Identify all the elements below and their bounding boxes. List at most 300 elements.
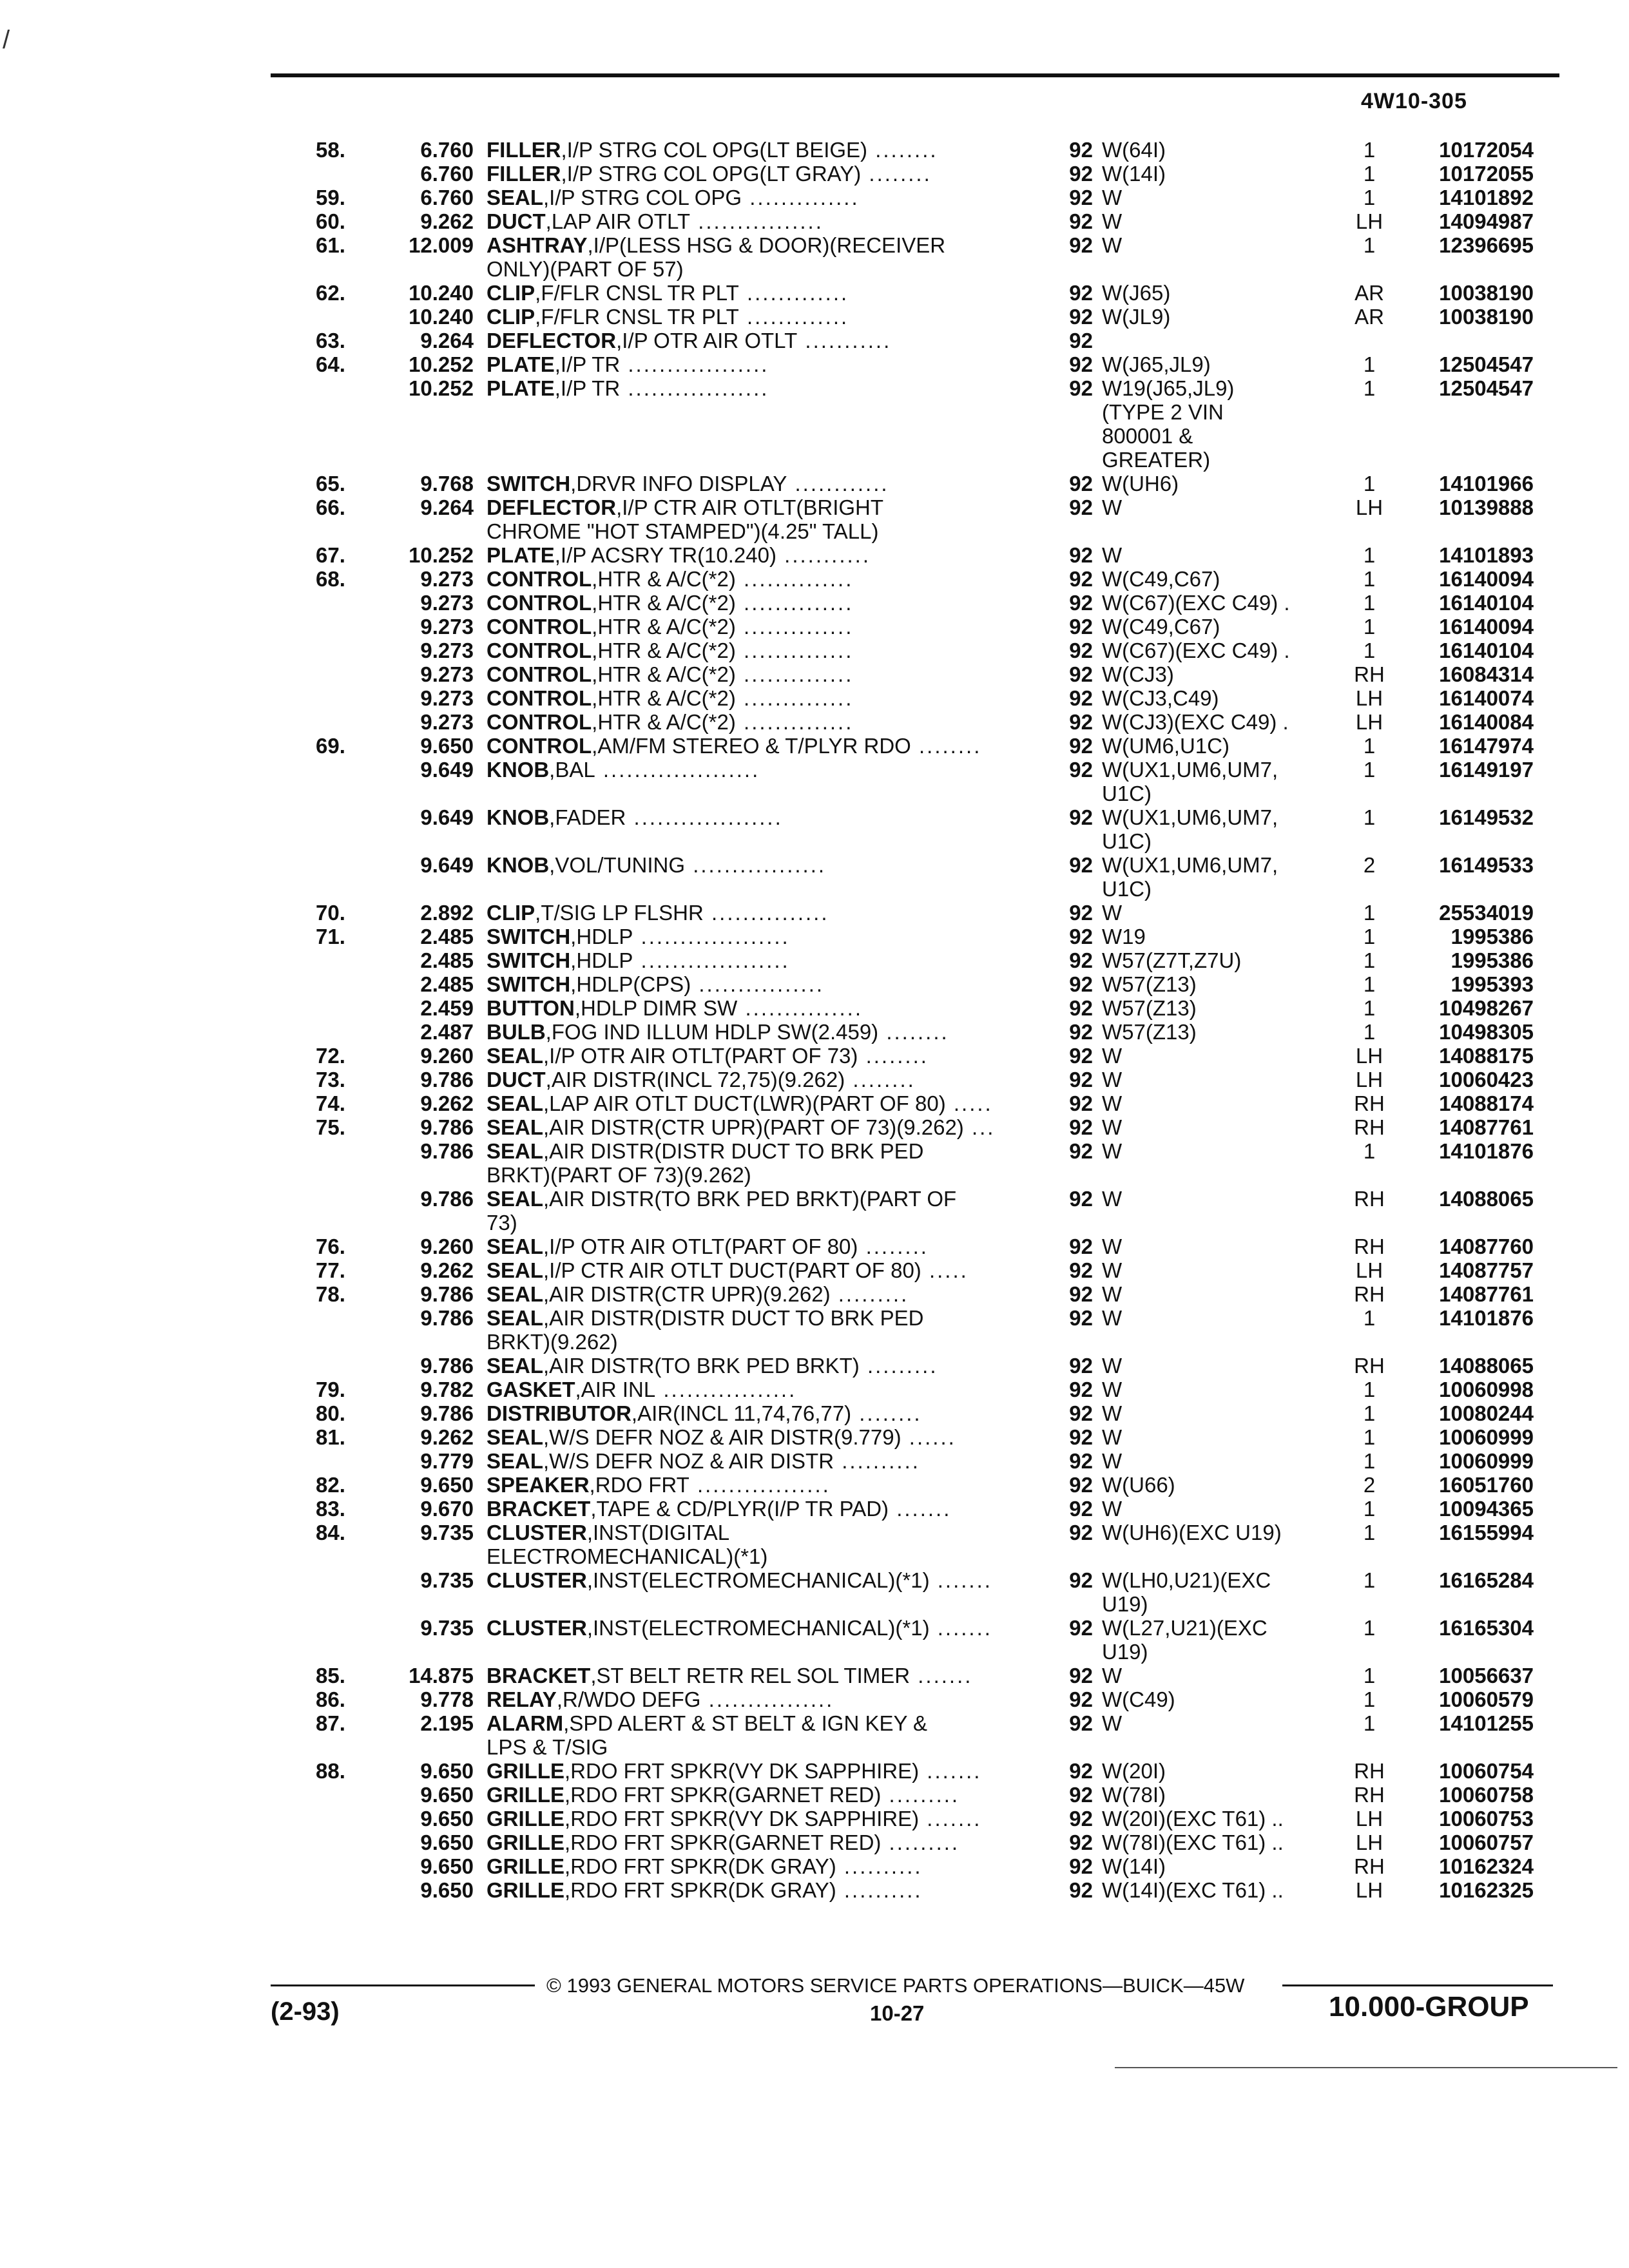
item-number: 84.: [316, 1521, 345, 1544]
part-name: SEAL: [487, 1354, 544, 1378]
part-name: BRACKET: [487, 1664, 591, 1687]
part-name: BRACKET: [487, 1497, 591, 1521]
parts-row: [271, 1091, 1534, 1115]
part-name: GRILLE: [487, 1783, 564, 1807]
part-number: 16155994: [1439, 1521, 1534, 1544]
page-id: 4W10-305: [1361, 89, 1467, 113]
model-year: 92: [1069, 1687, 1093, 1711]
quantity: 1: [1363, 948, 1376, 972]
part-name: DUCT: [487, 1068, 546, 1091]
leader-dots: ..............: [735, 591, 854, 615]
parts-list: [271, 138, 1534, 1902]
part-number: 10060999: [1439, 1449, 1534, 1473]
leader-dots: ................: [691, 972, 825, 996]
part-number: 1995386: [1451, 925, 1534, 948]
part-detail: ,HTR & A/C(*2): [592, 710, 736, 734]
item-number: 80.: [316, 1401, 345, 1425]
quantity: RH: [1354, 662, 1385, 686]
model-year: 92: [1069, 901, 1093, 925]
part-detail: ,AIR DISTR(TO BRK PED BRKT): [543, 1354, 860, 1378]
part-detail: ,F/FLR CNSL TR PLT: [535, 281, 739, 305]
part-description: [487, 472, 1041, 495]
model-year: 92: [1069, 352, 1093, 376]
part-description: [487, 1807, 1041, 1831]
part-detail: ,AIR(INCL 11,74,76,77): [631, 1401, 852, 1425]
item-number: 66.: [316, 495, 345, 519]
part-name: FILLER: [487, 138, 561, 162]
quantity: LH: [1355, 1044, 1383, 1068]
quantity: 1: [1363, 1401, 1376, 1425]
part-name: SEAL: [487, 1258, 544, 1282]
quantity: RH: [1354, 1282, 1385, 1306]
parts-row: [271, 591, 1534, 615]
application: W57(Z13): [1102, 1020, 1197, 1044]
application: W: [1102, 1378, 1123, 1401]
part-name: CONTROL: [487, 686, 592, 710]
application: W: [1102, 1115, 1123, 1139]
parts-row: [271, 1139, 1534, 1187]
part-description: [487, 329, 1041, 352]
part-number: 10060757: [1439, 1831, 1534, 1854]
part-detail: ,T/SIG LP FLSHR: [535, 901, 704, 925]
model-year: 92: [1069, 138, 1093, 162]
leader-dots: ..................: [620, 376, 769, 400]
item-number: 74.: [316, 1091, 345, 1115]
part-detail: ,INST(DIGITAL ELECTROMECHANICAL)(*1): [487, 1521, 768, 1568]
part-detail: ,HDLP: [570, 925, 633, 948]
model-year: 92: [1069, 1282, 1093, 1306]
group-number: 9.786: [420, 1139, 474, 1163]
model-year: 92: [1069, 543, 1093, 567]
quantity: 1: [1363, 901, 1376, 925]
quantity: LH: [1355, 686, 1383, 710]
part-number: 10162324: [1439, 1854, 1534, 1878]
item-number: 68.: [316, 567, 345, 591]
application: W57(Z7T,Z7U): [1102, 948, 1242, 972]
model-year: 92: [1069, 972, 1093, 996]
parts-row: [271, 543, 1534, 567]
part-name: SWITCH: [487, 472, 571, 495]
group-number: 9.786: [420, 1401, 474, 1425]
parts-row: [271, 853, 1534, 901]
leader-dots: ...........: [776, 543, 871, 567]
group-number: 9.264: [420, 495, 474, 519]
part-name: KNOB: [487, 805, 550, 829]
model-year: 92: [1069, 1711, 1093, 1735]
part-number: 14094987: [1439, 209, 1534, 233]
part-description: [487, 615, 1041, 639]
leader-dots: ....................: [595, 758, 760, 782]
parts-row: [271, 901, 1534, 925]
parts-row: [271, 567, 1534, 591]
model-year: 92: [1069, 639, 1093, 662]
part-name: RELAY: [487, 1687, 557, 1711]
parts-row: [271, 1425, 1534, 1449]
part-description: [487, 1235, 1041, 1258]
leader-dots: .........: [859, 1354, 938, 1378]
quantity: LH: [1355, 1878, 1383, 1902]
part-description: [487, 1783, 1041, 1807]
part-description: [487, 758, 1041, 782]
stray-mark: /: [3, 26, 10, 54]
group-number: 6.760: [420, 162, 474, 186]
item-number: 70.: [316, 901, 345, 925]
part-name: SEAL: [487, 1115, 544, 1139]
quantity: 1: [1363, 1521, 1376, 1544]
quantity: 1: [1363, 138, 1376, 162]
item-number: 72.: [316, 1044, 345, 1068]
group-number: 9.735: [420, 1616, 474, 1640]
model-year: 92: [1069, 1187, 1093, 1211]
leader-dots: ........: [878, 1020, 949, 1044]
application: W: [1102, 1091, 1123, 1115]
parts-row: [271, 1187, 1534, 1235]
group-number: 9.735: [420, 1568, 474, 1592]
application: W: [1102, 1258, 1123, 1282]
leader-dots: ........: [861, 162, 932, 186]
group-number: 9.778: [420, 1687, 474, 1711]
part-description: [487, 972, 1041, 996]
group-number: 2.485: [420, 972, 474, 996]
part-number: 14101876: [1439, 1139, 1534, 1163]
part-description: [487, 1401, 1041, 1425]
part-name: PLATE: [487, 543, 555, 567]
application: W(C49): [1102, 1687, 1175, 1711]
part-name: SEAL: [487, 1187, 544, 1211]
item-number: 83.: [316, 1497, 345, 1521]
part-number: 12396695: [1439, 233, 1534, 257]
quantity: 1: [1363, 734, 1376, 758]
application: W: [1102, 1711, 1123, 1735]
part-detail: ,I/P OTR AIR OTLT(PART OF 73): [543, 1044, 858, 1068]
application: W: [1102, 543, 1123, 567]
part-description: [487, 1854, 1041, 1878]
part-name: KNOB: [487, 853, 550, 877]
part-description: [487, 662, 1041, 686]
part-description: [487, 1378, 1041, 1401]
group-number: 9.262: [420, 1091, 474, 1115]
model-year: 92: [1069, 1378, 1093, 1401]
part-name: SEAL: [487, 1044, 544, 1068]
part-number: 1995386: [1451, 948, 1534, 972]
part-detail: ,LAP AIR OTLT: [545, 209, 691, 233]
item-number: 73.: [316, 1068, 345, 1091]
part-detail: ,DRVR INFO DISPLAY: [570, 472, 787, 495]
leader-dots: ..............: [735, 710, 854, 734]
application: W(14I): [1102, 162, 1166, 186]
quantity: 1: [1363, 639, 1376, 662]
item-number: 58.: [316, 138, 345, 162]
group-number: 10.240: [409, 305, 474, 329]
group-number: 9.264: [420, 329, 474, 352]
part-name: KNOB: [487, 758, 550, 782]
quantity: 1: [1363, 472, 1376, 495]
part-description: [487, 1664, 1041, 1687]
group-number: 10.252: [409, 352, 474, 376]
model-year: 92: [1069, 1807, 1093, 1831]
leader-dots: ...............: [703, 901, 829, 925]
parts-row: [271, 758, 1534, 805]
part-name: CONTROL: [487, 662, 592, 686]
quantity: 1: [1363, 591, 1376, 615]
group-number: 9.650: [420, 1807, 474, 1831]
application: W(78I): [1102, 1783, 1166, 1807]
part-description: [487, 1521, 1041, 1568]
part-description: [487, 1759, 1041, 1783]
quantity: 1: [1363, 1449, 1376, 1473]
quantity: 2: [1363, 1473, 1376, 1497]
part-description: [487, 1187, 1041, 1235]
application: W: [1102, 1449, 1123, 1473]
leader-dots: ................: [690, 209, 824, 233]
parts-row: [271, 472, 1534, 495]
application: W(20I): [1102, 1759, 1166, 1783]
group-number: 9.262: [420, 1425, 474, 1449]
group-number: 9.273: [420, 686, 474, 710]
part-number: 14087761: [1439, 1115, 1534, 1139]
leader-dots: ............: [787, 472, 889, 495]
group-number: 6.760: [420, 186, 474, 209]
part-name: BUTTON: [487, 996, 575, 1020]
quantity: LH: [1355, 1068, 1383, 1091]
model-year: 92: [1069, 1568, 1093, 1592]
footer-rule-bottom: [1115, 2067, 1617, 2068]
quantity: RH: [1354, 1759, 1385, 1783]
item-number: 76.: [316, 1235, 345, 1258]
part-name: FILLER: [487, 162, 561, 186]
leader-dots: ...................: [633, 925, 790, 948]
application: W: [1102, 209, 1123, 233]
parts-row: [271, 996, 1534, 1020]
part-name: DEFLECTOR: [487, 329, 617, 352]
part-description: [487, 186, 1041, 209]
part-number: 10038190: [1439, 281, 1534, 305]
leader-dots: .......: [919, 1807, 982, 1831]
part-number: 14101876: [1439, 1306, 1534, 1330]
part-number: 16140094: [1439, 615, 1534, 639]
part-description: [487, 901, 1041, 925]
part-description: [487, 1115, 1041, 1139]
part-name: GRILLE: [487, 1831, 564, 1854]
part-name: BULB: [487, 1020, 546, 1044]
parts-row: [271, 1521, 1534, 1568]
part-number: 16084314: [1439, 662, 1534, 686]
part-description: [487, 686, 1041, 710]
part-detail: ,AIR DISTR(CTR UPR)(9.262): [543, 1282, 831, 1306]
parts-row: [271, 376, 1534, 472]
application: W: [1102, 1187, 1123, 1211]
leader-dots: .........: [830, 1282, 909, 1306]
leader-dots: ..............: [735, 567, 854, 591]
model-year: 92: [1069, 948, 1093, 972]
parts-row: [271, 1783, 1534, 1807]
part-detail: ,LAP AIR OTLT DUCT(LWR)(PART OF 80): [543, 1091, 946, 1115]
model-year: 92: [1069, 1425, 1093, 1449]
part-number: 14101255: [1439, 1711, 1534, 1735]
leader-dots: ........: [851, 1401, 922, 1425]
part-description: [487, 1139, 1041, 1187]
part-name: ASHTRAY: [487, 233, 588, 257]
part-name: CLIP: [487, 305, 535, 329]
quantity: 1: [1363, 1139, 1376, 1163]
model-year: 92: [1069, 567, 1093, 591]
model-year: 92: [1069, 1497, 1093, 1521]
part-description: [487, 1044, 1041, 1068]
leader-dots: ..............: [735, 686, 854, 710]
model-year: 92: [1069, 305, 1093, 329]
part-number: 16165304: [1439, 1616, 1534, 1640]
part-detail: ,RDO FRT SPKR(DK GRAY): [564, 1854, 836, 1878]
part-detail: ,I/P ACSRY TR(10.240): [554, 543, 776, 567]
application: W(UH6): [1102, 472, 1179, 495]
part-detail: ,FOG IND ILLUM HDLP SW(2.459): [545, 1020, 879, 1044]
item-number: 85.: [316, 1664, 345, 1687]
part-name: CONTROL: [487, 567, 592, 591]
parts-row: [271, 495, 1534, 543]
part-description: [487, 1068, 1041, 1091]
part-detail: ,FADER: [549, 805, 626, 829]
leader-dots: .......: [919, 1759, 982, 1783]
group-number: 9.649: [420, 853, 474, 877]
application: W(L27,U21)(EXC U19): [1102, 1616, 1268, 1664]
quantity: 1: [1363, 1306, 1376, 1330]
leader-dots: ..................: [620, 352, 769, 376]
part-detail: ,RDO FRT SPKR(GARNET RED): [564, 1831, 882, 1854]
part-name: GRILLE: [487, 1807, 564, 1831]
application: W: [1102, 1425, 1123, 1449]
leader-dots: .............: [738, 305, 849, 329]
quantity: 1: [1363, 1568, 1376, 1592]
part-number: 10498267: [1439, 996, 1534, 1020]
group-number: 9.786: [420, 1306, 474, 1330]
group-number: 9.262: [420, 209, 474, 233]
application: W(UX1,UM6,UM7, U1C): [1102, 758, 1278, 805]
model-year: 92: [1069, 233, 1093, 257]
part-detail: ,AIR INL: [575, 1378, 656, 1401]
item-number: 69.: [316, 734, 345, 758]
model-year: 92: [1069, 1354, 1093, 1378]
parts-row: [271, 1807, 1534, 1831]
model-year: 92: [1069, 710, 1093, 734]
quantity: 1: [1363, 925, 1376, 948]
group-number: 9.260: [420, 1235, 474, 1258]
part-number: 10162325: [1439, 1878, 1534, 1902]
part-detail: ,I/P OTR AIR OTLT(PART OF 80): [543, 1235, 858, 1258]
application: W(14I): [1102, 1854, 1166, 1878]
part-detail: ,INST(ELECTROMECHANICAL)(*1): [586, 1616, 930, 1640]
parts-row: [271, 1878, 1534, 1902]
part-detail: ,I/P TR: [554, 352, 621, 376]
quantity: 1: [1363, 1687, 1376, 1711]
part-number: 14101966: [1439, 472, 1534, 495]
parts-row: [271, 1306, 1534, 1354]
part-detail: ,RDO FRT SPKR(DK GRAY): [564, 1878, 836, 1902]
part-number: 16051760: [1439, 1473, 1534, 1497]
part-name: CLIP: [487, 901, 535, 925]
application: W: [1102, 1068, 1123, 1091]
leader-dots: ................: [700, 1687, 834, 1711]
part-number: 16149197: [1439, 758, 1534, 782]
part-name: SEAL: [487, 1139, 544, 1163]
part-description: [487, 305, 1041, 329]
part-description: [487, 1831, 1041, 1854]
quantity: 1: [1363, 972, 1376, 996]
parts-row: [271, 305, 1534, 329]
application: W(78I)(EXC T61) ..: [1102, 1831, 1284, 1854]
quantity: 1: [1363, 186, 1376, 209]
quantity: 1: [1363, 1616, 1376, 1640]
group-number: 9.650: [420, 1878, 474, 1902]
application: W(64I): [1102, 138, 1166, 162]
model-year: 92: [1069, 376, 1093, 400]
leader-dots: .................: [689, 1473, 831, 1497]
part-name: DISTRIBUTOR: [487, 1401, 631, 1425]
quantity: 2: [1363, 853, 1376, 877]
part-name: DUCT: [487, 209, 546, 233]
parts-row: [271, 1568, 1534, 1616]
quantity: RH: [1354, 1187, 1385, 1211]
quantity: 1: [1363, 1664, 1376, 1687]
parts-row: [271, 1711, 1534, 1759]
leader-dots: .....: [921, 1258, 969, 1282]
model-year: 92: [1069, 1401, 1093, 1425]
model-year: 92: [1069, 1068, 1093, 1091]
part-detail: ,HDLP DIMR SW: [574, 996, 738, 1020]
model-year: 92: [1069, 1759, 1093, 1783]
part-name: GRILLE: [487, 1759, 564, 1783]
quantity: 1: [1363, 996, 1376, 1020]
part-name: GASKET: [487, 1378, 575, 1401]
footer-rule-right: [1282, 1984, 1553, 1986]
parts-row: [271, 209, 1534, 233]
application: W57(Z13): [1102, 972, 1197, 996]
model-year: 92: [1069, 925, 1093, 948]
part-number: 16140104: [1439, 639, 1534, 662]
part-name: CONTROL: [487, 710, 592, 734]
leader-dots: ...............: [737, 996, 863, 1020]
application: W: [1102, 186, 1123, 209]
group-number: 9.273: [420, 615, 474, 639]
leader-dots: ...................: [626, 805, 783, 829]
part-detail: ,I/P(LESS HSG & DOOR)(RECEIVER ONLY)(PART OF 57): [487, 233, 946, 281]
part-detail: ,I/P CTR AIR OTLT(BRIGHT CHROME "HOT STAMPED")(4.25" TALL): [487, 495, 884, 543]
group-number: 2.485: [420, 948, 474, 972]
part-detail: ,HTR & A/C(*2): [592, 662, 736, 686]
application: W(C49,C67): [1102, 615, 1220, 639]
parts-row: [271, 186, 1534, 209]
part-number: 14101892: [1439, 186, 1534, 209]
part-number: 10060579: [1439, 1687, 1534, 1711]
leader-dots: ..............: [735, 662, 854, 686]
part-description: [487, 639, 1041, 662]
part-name: SEAL: [487, 1091, 544, 1115]
part-description: [487, 1258, 1041, 1282]
application: W(UM6,U1C): [1102, 734, 1229, 758]
part-description: [487, 1878, 1041, 1902]
part-number: 10060423: [1439, 1068, 1534, 1091]
item-number: 62.: [316, 281, 345, 305]
quantity: 1: [1363, 352, 1376, 376]
leader-dots: ...................: [633, 948, 790, 972]
part-description: [487, 233, 1041, 281]
group-number: 2.195: [420, 1711, 474, 1735]
part-description: [487, 591, 1041, 615]
quantity: LH: [1355, 209, 1383, 233]
item-number: 63.: [316, 329, 345, 352]
leader-dots: ........: [858, 1044, 929, 1068]
model-year: 92: [1069, 1854, 1093, 1878]
model-year: 92: [1069, 996, 1093, 1020]
